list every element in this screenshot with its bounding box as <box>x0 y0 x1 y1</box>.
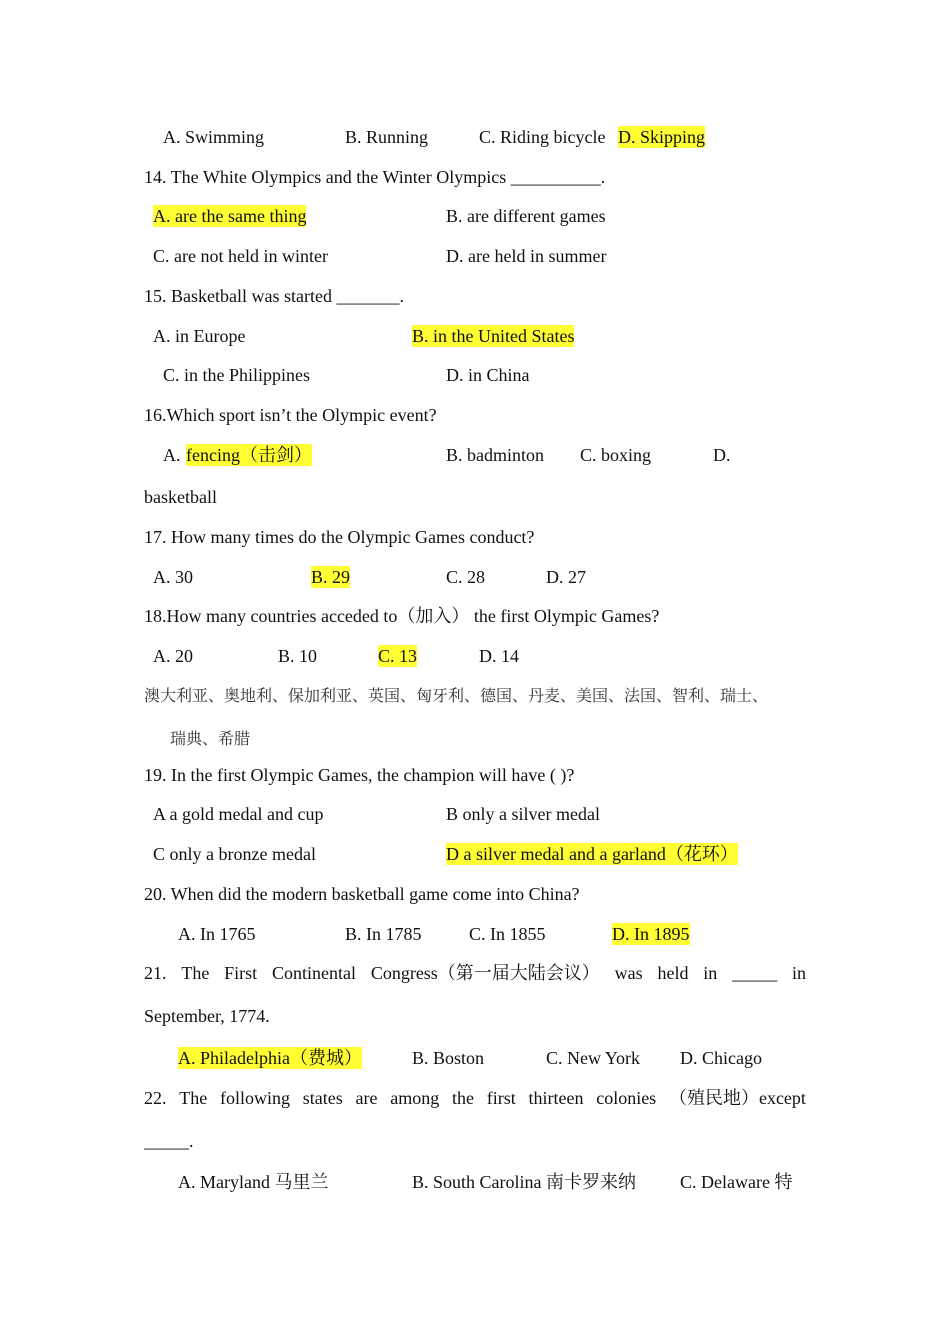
q22-option-b: B. South Carolina 南卡罗来纳 <box>412 1172 636 1192</box>
q22-word: first <box>486 1088 516 1108</box>
q13-option-d-answer: D. Skipping <box>618 127 706 147</box>
q22-word: among <box>390 1088 440 1108</box>
q21-option-b: B. Boston <box>412 1048 485 1068</box>
q13-option-a: A. Swimming <box>163 127 265 147</box>
q18-question: 18.How many countries acceded to（加入） the first Olympic Games? <box>144 606 660 626</box>
q19-question: 19. In the first Olympic Games, the champion will have ( )? <box>144 765 575 785</box>
q20-question: 20. When did the modern basketball game come into China? <box>144 884 580 904</box>
q22-word: （殖民地）except <box>668 1088 806 1108</box>
q22-word: the <box>451 1088 474 1108</box>
q21-question <box>144 962 806 984</box>
q19-option-c: C only a bronze medal <box>153 844 316 864</box>
q21-word: _____ <box>732 963 778 983</box>
q21-question-continued: September, 1774. <box>144 1006 270 1026</box>
q22-question <box>144 1087 806 1109</box>
q21-word: held <box>657 963 689 983</box>
q22-word: following <box>219 1088 290 1108</box>
q16-option-a-answer: fencing（击剑） <box>186 445 312 465</box>
q22-word: colonies <box>596 1088 657 1108</box>
q15-option-a: A. in Europe <box>153 326 246 346</box>
q18-option-c-answer: C. 13 <box>378 646 418 666</box>
q21-word: in <box>791 963 806 983</box>
q14-option-d: D. are held in summer <box>446 246 607 266</box>
q21-word: Congress（第一届大陆会议） <box>370 963 600 983</box>
q20-option-c: C. In 1855 <box>469 924 546 944</box>
q17-option-b-answer: B. 29 <box>311 567 351 587</box>
q16-question: 16.Which sport isn’t the Olympic event? <box>144 405 437 425</box>
q15-option-c: C. in the Philippines <box>163 365 311 385</box>
q22-option-c: C. Delaware 特 <box>680 1172 793 1192</box>
q22-option-a: A. Maryland 马里兰 <box>178 1172 329 1192</box>
q14-option-b: B. are different games <box>446 206 606 226</box>
q18-country-note-line2: 瑞典、希腊 <box>170 729 251 748</box>
q21-option-c: C. New York <box>546 1048 641 1068</box>
q16-option-d-continued: basketball <box>144 487 217 507</box>
q22-word: thirteen <box>528 1088 584 1108</box>
q21-option-a-answer: A. Philadelphia（费城） <box>178 1048 362 1068</box>
q22-word: are <box>355 1088 378 1108</box>
q14-option-a-answer: A. are the same thing <box>153 206 307 226</box>
q14-question: 14. The White Olympics and the Winter Olympics __________. <box>144 167 606 187</box>
q18-option-d: D. 14 <box>479 646 519 666</box>
q22-word: The <box>179 1088 208 1108</box>
q16-option-b: B. badminton <box>446 445 544 465</box>
q15-question: 15. Basketball was started _______. <box>144 286 404 306</box>
q21-word: 21. <box>144 963 167 983</box>
q21-word: The <box>181 963 210 983</box>
q20-option-d-answer: D. In 1895 <box>612 924 690 944</box>
q19-option-b: B only a silver medal <box>446 804 600 824</box>
q21-word: in <box>703 963 718 983</box>
q16-option-a-prefix: A. <box>163 445 181 465</box>
q15-option-b-answer: B. in the United States <box>412 326 575 346</box>
q21-word: Continental <box>271 963 356 983</box>
q21-option-d: D. Chicago <box>680 1048 762 1068</box>
q18-country-note-line1: 澳大利亚、奥地利、保加利亚、英国、匈牙利、德国、丹麦、美国、法国、智利、瑞士、 <box>144 686 769 705</box>
q22-word: states <box>302 1088 343 1108</box>
q22-word: 22. <box>144 1088 167 1108</box>
q16-option-d: D. <box>713 445 731 465</box>
q15-option-d: D. in China <box>446 365 530 385</box>
q13-option-b: B. Running <box>345 127 429 147</box>
q17-option-d: D. 27 <box>546 567 586 587</box>
q14-option-c: C. are not held in winter <box>153 246 328 266</box>
q13-option-c: C. Riding bicycle <box>479 127 606 147</box>
q17-question: 17. How many times do the Olympic Games conduct? <box>144 527 535 547</box>
q19-option-a: A a gold medal and cup <box>153 804 324 824</box>
q22-question-continued: _____. <box>144 1131 194 1151</box>
q21-word: First <box>224 963 258 983</box>
q21-word: was <box>614 963 643 983</box>
q18-option-a: A. 20 <box>153 646 193 666</box>
q16-option-c: C. boxing <box>580 445 652 465</box>
q20-option-a: A. In 1765 <box>178 924 256 944</box>
q17-option-c: C. 28 <box>446 567 486 587</box>
q19-option-d-answer: D a silver medal and a garland（花环） <box>446 844 738 864</box>
q18-option-b: B. 10 <box>278 646 318 666</box>
q17-option-a: A. 30 <box>153 567 193 587</box>
q20-option-b: B. In 1785 <box>345 924 422 944</box>
